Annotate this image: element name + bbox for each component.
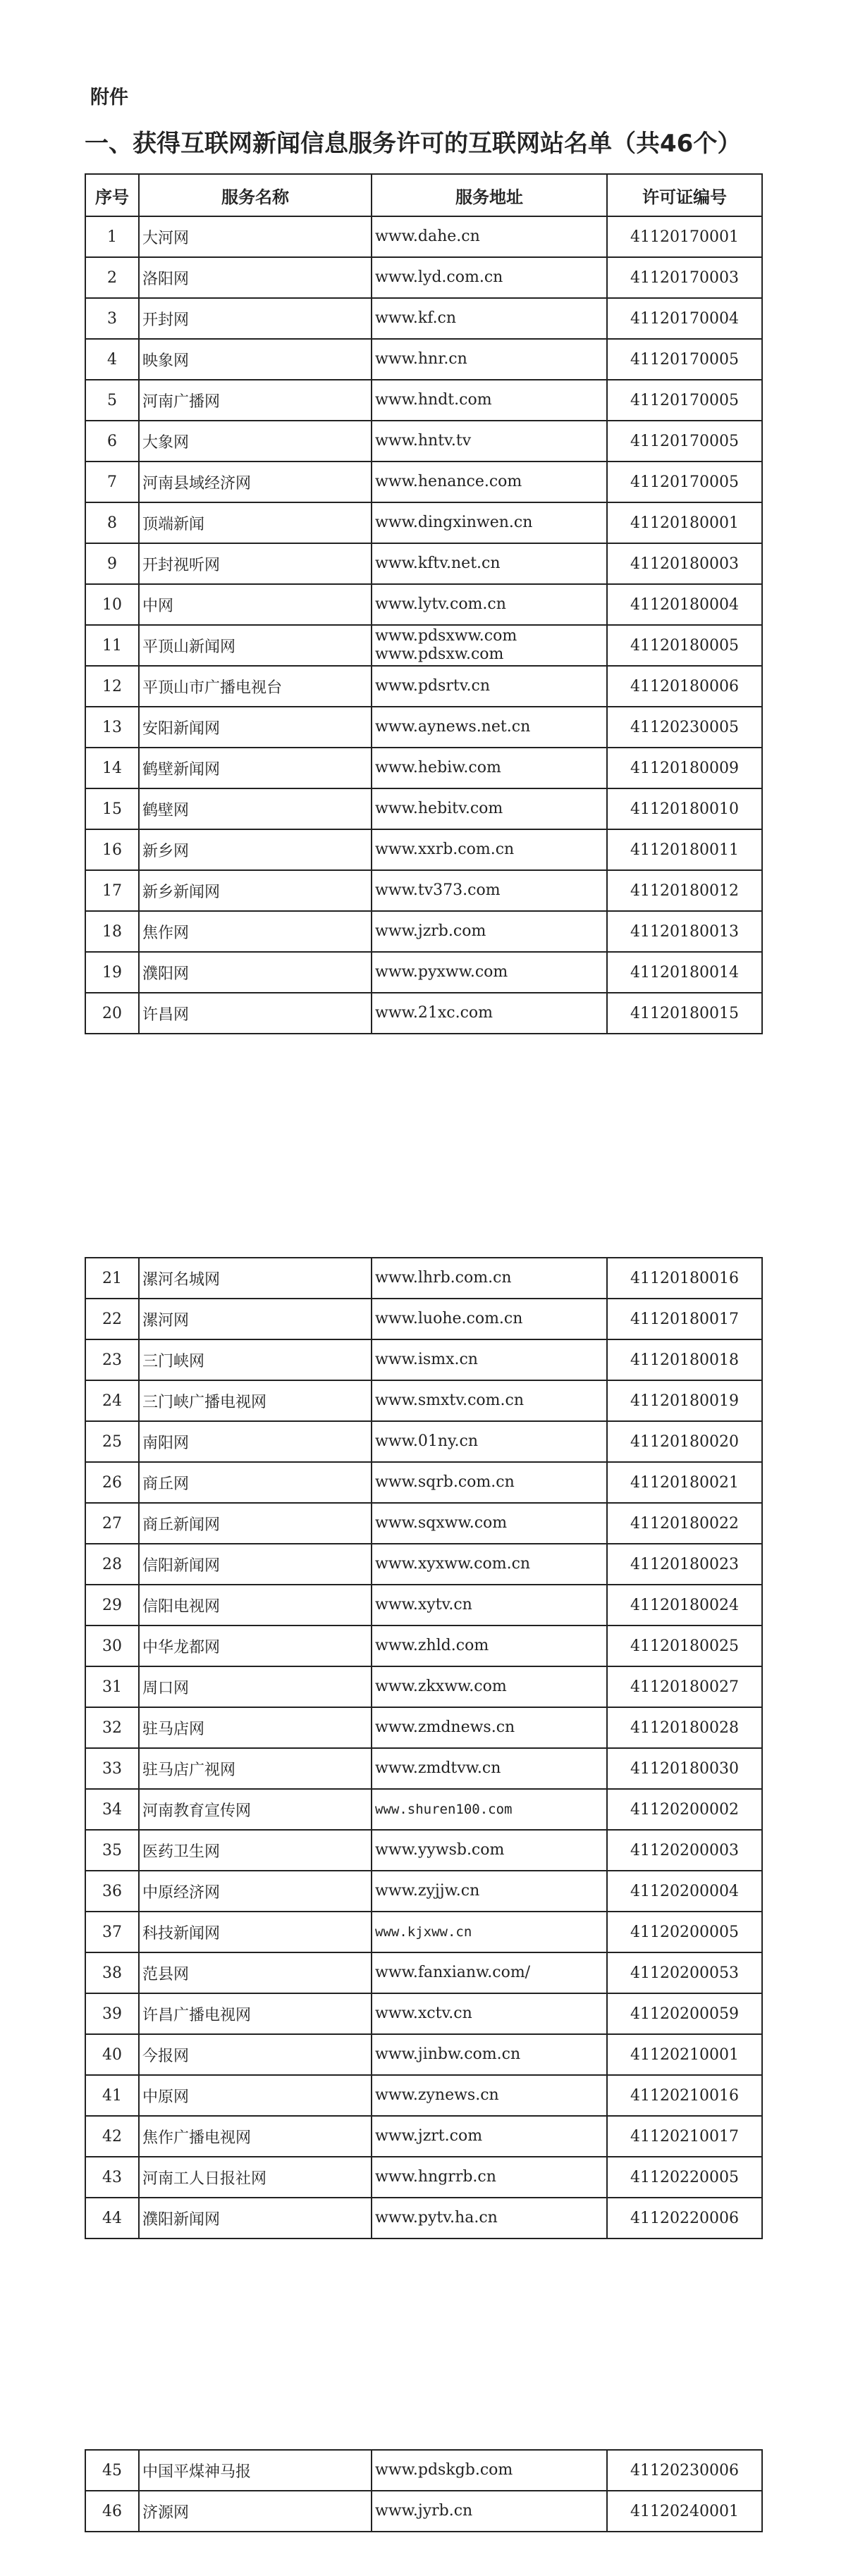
service-name: 大象网 <box>139 421 372 462</box>
service-address <box>372 625 607 666</box>
service-name: 河南教育宣传网 <box>139 1789 372 1830</box>
license-number: 41120230005 <box>607 707 762 748</box>
row-number: 22 <box>85 1299 139 1339</box>
license-number: 41120170001 <box>607 216 762 257</box>
service-address-url: www.xxrb.com.cn <box>375 841 515 858</box>
service-address <box>372 462 607 502</box>
service-name: 今报网 <box>139 2034 372 2075</box>
header-service-address: 服务地址 <box>372 174 607 216</box>
service-address-url: www.kjxww.cn <box>375 1924 472 1940</box>
service-address-url: www.jinbw.com.cn <box>375 2045 521 2063</box>
table-row <box>85 339 762 380</box>
table-row <box>85 1462 762 1503</box>
service-address <box>372 1789 607 1830</box>
service-address <box>372 1462 607 1503</box>
service-name: 中原网 <box>139 2075 372 2116</box>
service-name: 驻马店广视网 <box>139 1748 372 1789</box>
service-address-url: www.pdskgb.com <box>375 2461 513 2479</box>
row-number: 4 <box>85 339 139 380</box>
service-address-url: www.zkxww.com <box>375 1678 507 1695</box>
license-number: 41120180014 <box>607 952 762 993</box>
license-number: 41120180003 <box>607 543 762 584</box>
table-row <box>85 911 762 952</box>
license-number: 41120180018 <box>607 1339 762 1380</box>
table-row <box>85 584 762 625</box>
service-address-url: www.henance.com <box>375 473 522 490</box>
license-number: 41120180006 <box>607 666 762 707</box>
license-number: 41120230006 <box>607 2450 762 2491</box>
service-name: 南阳网 <box>139 1421 372 1462</box>
service-name: 洛阳网 <box>139 257 372 298</box>
row-number: 24 <box>85 1380 139 1421</box>
table-row <box>85 2075 762 2116</box>
license-number: 41120180023 <box>607 1544 762 1585</box>
service-address-url: www.hebitv.com <box>375 800 503 817</box>
service-name: 中国平煤神马报 <box>139 2450 372 2491</box>
service-address <box>372 2491 607 2532</box>
service-address <box>372 870 607 911</box>
service-name: 焦作广播电视网 <box>139 2116 372 2157</box>
row-number: 37 <box>85 1912 139 1952</box>
table-row <box>85 625 762 666</box>
service-address <box>372 1912 607 1952</box>
service-address-url: www.jyrb.cn <box>375 2502 473 2520</box>
table-row <box>85 1830 762 1871</box>
license-number: 41120180022 <box>607 1503 762 1544</box>
license-number: 41120180024 <box>607 1585 762 1626</box>
row-number: 41 <box>85 2075 139 2116</box>
service-address-url: www.lhrb.com.cn <box>375 1269 512 1287</box>
service-address <box>372 1258 607 1299</box>
row-number: 8 <box>85 502 139 543</box>
service-name: 新乡网 <box>139 829 372 870</box>
service-address-url: www.xyxww.com.cn <box>375 1555 531 1573</box>
license-number: 41120210001 <box>607 2034 762 2075</box>
service-name: 济源网 <box>139 2491 372 2532</box>
service-address-url: www.zmdnews.cn <box>375 1719 515 1736</box>
license-number: 41120200002 <box>607 1789 762 1830</box>
service-name: 鹤壁网 <box>139 788 372 829</box>
table-row <box>85 1503 762 1544</box>
row-number: 33 <box>85 1748 139 1789</box>
service-name: 中华龙都网 <box>139 1626 372 1666</box>
service-address-url: www.yywsb.com <box>375 1841 505 1859</box>
service-name: 商丘网 <box>139 1462 372 1503</box>
service-address <box>372 1993 607 2034</box>
service-address <box>372 543 607 584</box>
license-number: 41120180004 <box>607 584 762 625</box>
service-name: 鹤壁新闻网 <box>139 748 372 788</box>
service-name: 开封视听网 <box>139 543 372 584</box>
table-row <box>85 2198 762 2238</box>
table-row <box>85 1707 762 1748</box>
row-number: 43 <box>85 2157 139 2198</box>
service-address <box>372 666 607 707</box>
service-name: 濮阳网 <box>139 952 372 993</box>
license-number: 41120180020 <box>607 1421 762 1462</box>
header-license-number: 许可证编号 <box>607 174 762 216</box>
row-number: 1 <box>85 216 139 257</box>
table-row <box>85 1626 762 1666</box>
license-number: 41120180013 <box>607 911 762 952</box>
service-name: 漯河网 <box>139 1299 372 1339</box>
service-address-url: www.pdsxw.com <box>375 645 504 663</box>
service-name: 医药卫生网 <box>139 1830 372 1871</box>
row-number: 20 <box>85 993 139 1034</box>
table-row <box>85 216 762 257</box>
table-row <box>85 993 762 1034</box>
service-address-url: www.zhld.com <box>375 1637 489 1654</box>
service-address <box>372 1421 607 1462</box>
table-row <box>85 2450 762 2491</box>
service-address <box>372 2075 607 2116</box>
row-number: 42 <box>85 2116 139 2157</box>
service-name: 映象网 <box>139 339 372 380</box>
service-address-url: www.hntv.tv <box>375 432 472 450</box>
service-name: 科技新闻网 <box>139 1912 372 1952</box>
table-row <box>85 1952 762 1993</box>
row-number: 19 <box>85 952 139 993</box>
service-address <box>372 2116 607 2157</box>
service-address <box>372 1626 607 1666</box>
service-address <box>372 952 607 993</box>
table-row <box>85 421 762 462</box>
table-row <box>85 1748 762 1789</box>
service-name: 三门峡网 <box>139 1339 372 1380</box>
service-address-url: www.21xc.com <box>375 1004 494 1022</box>
service-address <box>372 993 607 1034</box>
service-name: 顶端新闻 <box>139 502 372 543</box>
service-name: 漯河名城网 <box>139 1258 372 1299</box>
table-row <box>85 707 762 748</box>
service-address <box>372 1380 607 1421</box>
service-address-url: www.pdsrtv.cn <box>375 677 490 695</box>
service-name: 周口网 <box>139 1666 372 1707</box>
service-address-url: www.zynews.cn <box>375 2086 499 2104</box>
license-number: 41120220005 <box>607 2157 762 2198</box>
row-number: 7 <box>85 462 139 502</box>
license-table-page-1 <box>85 173 763 1034</box>
row-number: 26 <box>85 1462 139 1503</box>
service-address <box>372 584 607 625</box>
service-address-url: www.hnr.cn <box>375 350 467 368</box>
service-address <box>372 1585 607 1626</box>
service-name: 信阳新闻网 <box>139 1544 372 1585</box>
row-number: 23 <box>85 1339 139 1380</box>
license-number: 41120180027 <box>607 1666 762 1707</box>
row-number: 13 <box>85 707 139 748</box>
service-address <box>372 1339 607 1380</box>
table-row <box>85 1421 762 1462</box>
row-number: 29 <box>85 1585 139 1626</box>
table-row <box>85 1380 762 1421</box>
row-number: 6 <box>85 421 139 462</box>
header-service-name: 服务名称 <box>139 174 372 216</box>
license-number: 41120180025 <box>607 1626 762 1666</box>
row-number: 34 <box>85 1789 139 1830</box>
row-number: 5 <box>85 380 139 421</box>
service-address-url: www.fanxianw.com/ <box>375 1964 531 1981</box>
table-row <box>85 2157 762 2198</box>
row-number: 16 <box>85 829 139 870</box>
row-number: 15 <box>85 788 139 829</box>
row-number: 21 <box>85 1258 139 1299</box>
service-name: 中原经济网 <box>139 1871 372 1912</box>
service-name: 许昌网 <box>139 993 372 1034</box>
row-number: 31 <box>85 1666 139 1707</box>
service-name: 中网 <box>139 584 372 625</box>
row-number: 35 <box>85 1830 139 1871</box>
table-row <box>85 1789 762 1830</box>
row-number: 11 <box>85 625 139 666</box>
service-address-url: www.pytv.ha.cn <box>375 2209 498 2227</box>
row-number: 45 <box>85 2450 139 2491</box>
service-name: 平顶山新闻网 <box>139 625 372 666</box>
license-number: 41120180015 <box>607 993 762 1034</box>
service-address-url: www.jzrb.com <box>375 922 486 940</box>
service-address-url: www.hngrrb.cn <box>375 2168 496 2186</box>
row-number: 25 <box>85 1421 139 1462</box>
service-name: 三门峡广播电视网 <box>139 1380 372 1421</box>
service-address <box>372 2157 607 2198</box>
service-address <box>372 788 607 829</box>
table-row <box>85 298 762 339</box>
license-number: 41120180001 <box>607 502 762 543</box>
service-address <box>372 1830 607 1871</box>
service-address <box>372 2198 607 2238</box>
row-number: 46 <box>85 2491 139 2532</box>
row-number: 27 <box>85 1503 139 1544</box>
table-row <box>85 1993 762 2034</box>
row-number: 18 <box>85 911 139 952</box>
table-row <box>85 2491 762 2532</box>
license-number: 41120180030 <box>607 1748 762 1789</box>
row-number: 36 <box>85 1871 139 1912</box>
service-address <box>372 216 607 257</box>
service-address-url: www.dahe.cn <box>375 228 480 245</box>
row-number: 9 <box>85 543 139 584</box>
service-address <box>372 2450 607 2491</box>
service-name: 开封网 <box>139 298 372 339</box>
service-address-url: www.hndt.com <box>375 391 492 409</box>
service-address-url: www.sqrb.com.cn <box>375 1473 515 1491</box>
table-row <box>85 1871 762 1912</box>
row-number: 2 <box>85 257 139 298</box>
service-name: 平顶山市广播电视台 <box>139 666 372 707</box>
license-number: 41120170005 <box>607 421 762 462</box>
service-name: 河南工人日报社网 <box>139 2157 372 2198</box>
service-name: 安阳新闻网 <box>139 707 372 748</box>
table-row <box>85 829 762 870</box>
section-title: 一、获得互联网新闻信息服务许可的互联网站名单（共46个） <box>85 130 742 158</box>
service-address-url: www.hebiw.com <box>375 759 501 776</box>
service-name: 大河网 <box>139 216 372 257</box>
table-row <box>85 952 762 993</box>
table-row <box>85 1585 762 1626</box>
service-address <box>372 1299 607 1339</box>
table-row <box>85 748 762 788</box>
row-number: 14 <box>85 748 139 788</box>
row-number: 30 <box>85 1626 139 1666</box>
service-address <box>372 257 607 298</box>
row-number: 28 <box>85 1544 139 1585</box>
table-row <box>85 788 762 829</box>
license-number: 41120170005 <box>607 339 762 380</box>
license-number: 41120180011 <box>607 829 762 870</box>
license-number: 41120180016 <box>607 1258 762 1299</box>
table-row <box>85 666 762 707</box>
service-address <box>372 298 607 339</box>
service-address-url: www.shuren100.com <box>375 1802 513 1817</box>
service-address <box>372 1666 607 1707</box>
service-address <box>372 1544 607 1585</box>
table-row <box>85 462 762 502</box>
service-address-url: www.zyjjw.cn <box>375 1882 480 1900</box>
license-number: 41120240001 <box>607 2491 762 2532</box>
license-number: 41120220006 <box>607 2198 762 2238</box>
license-number: 41120180012 <box>607 870 762 911</box>
license-number: 41120170004 <box>607 298 762 339</box>
service-address-url: www.lytv.com.cn <box>375 595 506 613</box>
license-number: 41120200053 <box>607 1952 762 1993</box>
service-address-url: www.aynews.net.cn <box>375 718 531 736</box>
service-address-url: www.pyxww.com <box>375 963 508 981</box>
license-table-page-2 <box>85 1257 763 2239</box>
service-address-url: www.kftv.net.cn <box>375 555 501 572</box>
license-number: 41120170005 <box>607 462 762 502</box>
license-number: 41120200004 <box>607 1871 762 1912</box>
service-address <box>372 911 607 952</box>
license-number: 41120180028 <box>607 1707 762 1748</box>
license-number: 41120180019 <box>607 1380 762 1421</box>
service-address <box>372 1707 607 1748</box>
service-address <box>372 421 607 462</box>
service-address <box>372 1748 607 1789</box>
service-name: 新乡新闻网 <box>139 870 372 911</box>
license-number: 41120180010 <box>607 788 762 829</box>
row-number: 17 <box>85 870 139 911</box>
license-number: 41120210017 <box>607 2116 762 2157</box>
service-address-url: www.01ny.cn <box>375 1432 479 1450</box>
service-address-url: www.zmdtvw.cn <box>375 1759 501 1777</box>
license-number: 41120180017 <box>607 1299 762 1339</box>
service-address-url: www.jzrt.com <box>375 2127 483 2145</box>
service-address-url: www.luohe.com.cn <box>375 1310 523 1327</box>
row-number: 32 <box>85 1707 139 1748</box>
service-name: 许昌广播电视网 <box>139 1993 372 2034</box>
service-name: 河南广播网 <box>139 380 372 421</box>
service-address-url: www.kf.cn <box>375 309 457 327</box>
service-address-url: www.dingxinwen.cn <box>375 514 533 531</box>
service-name: 濮阳新闻网 <box>139 2198 372 2238</box>
service-address <box>372 707 607 748</box>
row-number: 39 <box>85 1993 139 2034</box>
row-number: 12 <box>85 666 139 707</box>
row-number: 10 <box>85 584 139 625</box>
table-row <box>85 257 762 298</box>
license-number: 41120200003 <box>607 1830 762 1871</box>
row-number: 38 <box>85 1952 139 1993</box>
table-row <box>85 502 762 543</box>
table-row <box>85 1544 762 1585</box>
service-address-url: www.lyd.com.cn <box>375 268 503 286</box>
license-number: 41120180005 <box>607 625 762 666</box>
table-row <box>85 870 762 911</box>
row-number: 44 <box>85 2198 139 2238</box>
table-row <box>85 1339 762 1380</box>
table-header-row <box>85 174 762 216</box>
row-number: 40 <box>85 2034 139 2075</box>
service-address <box>372 1503 607 1544</box>
row-number: 3 <box>85 298 139 339</box>
service-name: 河南县域经济网 <box>139 462 372 502</box>
service-name: 商丘新闻网 <box>139 1503 372 1544</box>
license-table-page-3 <box>85 2449 763 2532</box>
license-number: 41120200005 <box>607 1912 762 1952</box>
service-address <box>372 1871 607 1912</box>
table-row <box>85 1666 762 1707</box>
service-address <box>372 2034 607 2075</box>
service-address-url: www.tv373.com <box>375 881 501 899</box>
service-address <box>372 502 607 543</box>
table-row <box>85 1912 762 1952</box>
service-address <box>372 1952 607 1993</box>
license-number: 41120180021 <box>607 1462 762 1503</box>
license-number: 41120170003 <box>607 257 762 298</box>
service-name: 驻马店网 <box>139 1707 372 1748</box>
service-address-url: www.xctv.cn <box>375 2005 472 2022</box>
table-row <box>85 380 762 421</box>
service-address-url: www.smxtv.com.cn <box>375 1392 524 1409</box>
license-number: 41120200059 <box>607 1993 762 2034</box>
table-row <box>85 543 762 584</box>
license-number: 41120170005 <box>607 380 762 421</box>
table-row <box>85 2034 762 2075</box>
service-name: 信阳电视网 <box>139 1585 372 1626</box>
service-address-url: www.pdsxww.com <box>375 627 517 645</box>
service-address <box>372 339 607 380</box>
table-row <box>85 1299 762 1339</box>
service-address-url: www.ismx.cn <box>375 1351 478 1368</box>
header-no: 序号 <box>85 174 139 216</box>
service-name: 范县网 <box>139 1952 372 1993</box>
table-row <box>85 1258 762 1299</box>
service-address <box>372 748 607 788</box>
service-name: 焦作网 <box>139 911 372 952</box>
license-number: 41120210016 <box>607 2075 762 2116</box>
license-number: 41120180009 <box>607 748 762 788</box>
service-address-url: www.xytv.cn <box>375 1596 472 1614</box>
table-row <box>85 2116 762 2157</box>
attachment-label: 附件 <box>90 87 128 109</box>
service-address <box>372 380 607 421</box>
service-address <box>372 829 607 870</box>
service-address-url: www.sqxww.com <box>375 1514 508 1532</box>
